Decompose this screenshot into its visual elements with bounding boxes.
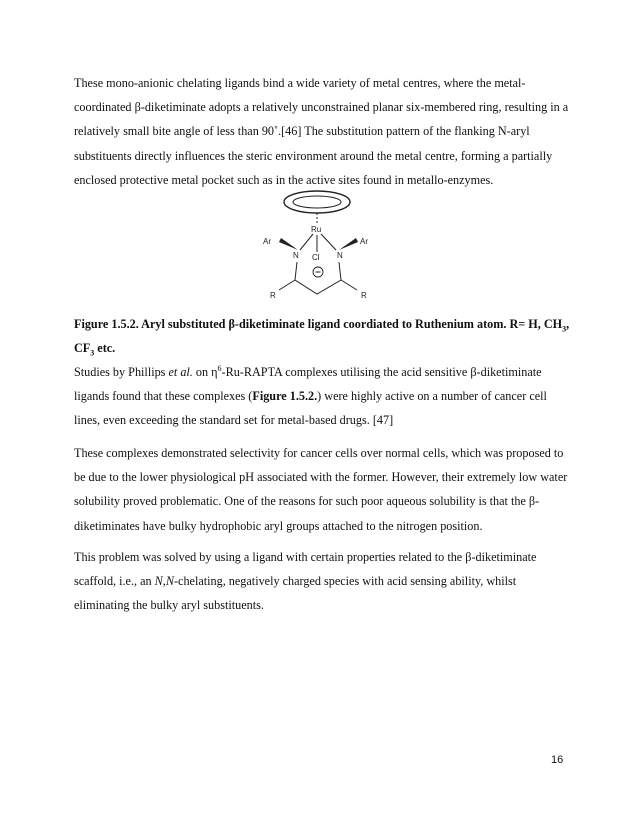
figure-caption: Figure 1.5.2. Aryl substituted β-diketiminate ligand coordiated to Ruthenium atom. R= H, $CH_3$, $CF_3$ etc.: [74, 317, 570, 358]
cl-label: Cl: [312, 253, 320, 262]
ar-right-label: Ar: [360, 237, 368, 246]
negative-charge-symbol: [313, 267, 323, 277]
n-right-label: N: [337, 251, 343, 260]
ru-diketiminate-structure-figure: [255, 186, 385, 308]
r-right-label: R: [361, 291, 367, 300]
wedge-ar-left: [279, 238, 298, 250]
paragraph-intro: These mono-anionic chelating ligands bind a wide variety of metal centres, where the metal-coordinated β-diketiminate adopts a relatively unconstrained planar six-membered ring, resulting in a relatively small bite angle of less than 90˚.[46] The substitution pattern of the flanking N-aryl substituents directly influences the steric environment around the metal centre, forming a partially enclosed protective metal pocket such as in the active sites found in metallo-enzymes.: [74, 76, 569, 187]
arene-ring: [284, 191, 350, 213]
ru-label: Ru: [311, 225, 322, 234]
ru-n-left-bond: [300, 234, 313, 250]
n-left-label: N: [293, 251, 299, 260]
ar-left-label: Ar: [263, 237, 271, 246]
ru-n-right-bond: [321, 234, 336, 250]
page-number: 16: [551, 754, 564, 766]
wedge-ar-right: [339, 238, 358, 250]
figure-reference: Figure 1.5.2.: [252, 389, 318, 404]
paragraph-solution: This problem was solved by using a ligand with certain properties related to the β-diketiminate scaffold, i.e., an N,N-chelating, negatively charged species with acid sensing ability, whilst eliminating the bulky aryl substituents.: [74, 550, 537, 613]
r-left-label: R: [270, 291, 276, 300]
paragraph-phillips-study: Studies by Phillips et al. on $\eta^6-Ru$-RAPTA complexes utilising the acid sensitive β-diketiminate ligands found that these complexes (Figure 1.5.2.) were highly active on a number of cancer cell lines, even exceeding the standard set for metal-based drugs. [47]: [74, 363, 547, 428]
paragraph-selectivity: These complexes demonstrated selectivity for cancer cells over normal cells, which was proposed to be due to the lower physiological pH associated with the former. However, their extremely low water solubility proved problematic. One of the reasons for such poor aqueous solubility is that the β-diketiminates have bulky hydrophobic aryl groups attached to the nitrogen position.: [74, 446, 568, 533]
